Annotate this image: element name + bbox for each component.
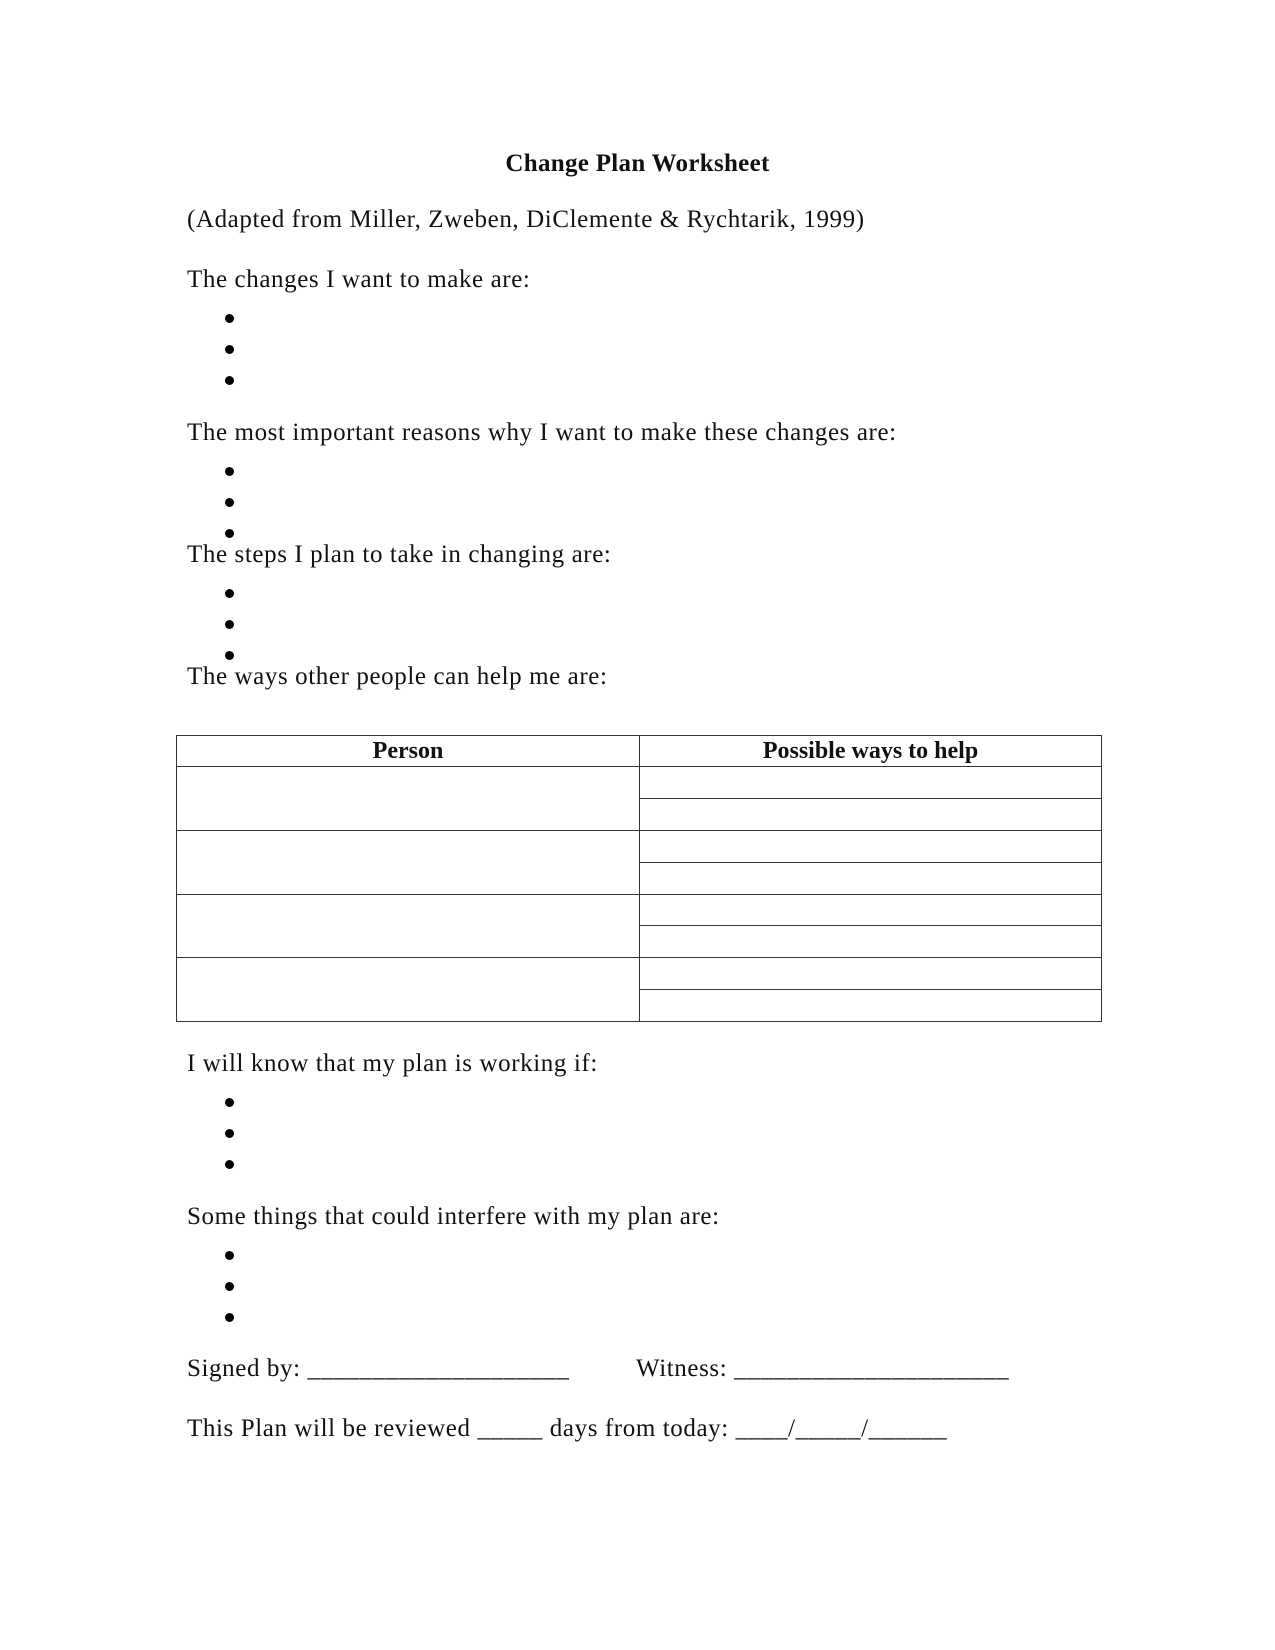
page-title: Change Plan Worksheet [505, 150, 770, 177]
helpers-table [176, 735, 1102, 1022]
person-cell[interactable] [177, 958, 640, 1022]
helpers-prompt: The ways other people can help me are: [187, 663, 608, 690]
help-way-cell[interactable] [640, 926, 1102, 958]
table-row [177, 958, 1102, 990]
signed-by-field[interactable]: Signed by: ____________________ [187, 1355, 570, 1382]
help-way-cell[interactable] [640, 894, 1102, 926]
table-header-row [177, 736, 1102, 767]
help-way-cell[interactable] [640, 862, 1102, 894]
changes-prompt: The changes I want to make are: [187, 266, 531, 293]
person-cell[interactable] [177, 830, 640, 894]
ways-column-header: Possible ways to help [640, 736, 1102, 767]
review-line[interactable]: This Plan will be reviewed _____ days from today: ____/_____/______ [187, 1415, 948, 1442]
table-row [177, 830, 1102, 862]
table-row [177, 894, 1102, 926]
interfere-prompt: Some things that could interfere with my plan are: [187, 1203, 720, 1230]
help-way-cell[interactable] [640, 958, 1102, 990]
working-prompt: I will know that my plan is working if: [187, 1050, 598, 1077]
person-cell[interactable] [177, 894, 640, 958]
help-way-cell[interactable] [640, 767, 1102, 799]
witness-field[interactable]: Witness: _____________________ [636, 1355, 1010, 1382]
help-way-cell[interactable] [640, 990, 1102, 1022]
reasons-prompt: The most important reasons why I want to make these changes are: [187, 419, 897, 446]
person-cell[interactable] [177, 767, 640, 831]
person-column-header: Person [177, 736, 640, 767]
table-row [177, 767, 1102, 799]
citation: (Adapted from Miller, Zweben, DiClemente & Rychtarik, 1999) [187, 206, 865, 233]
steps-prompt: The steps I plan to take in changing are: [187, 541, 612, 568]
help-way-cell[interactable] [640, 798, 1102, 830]
help-way-cell[interactable] [640, 830, 1102, 862]
